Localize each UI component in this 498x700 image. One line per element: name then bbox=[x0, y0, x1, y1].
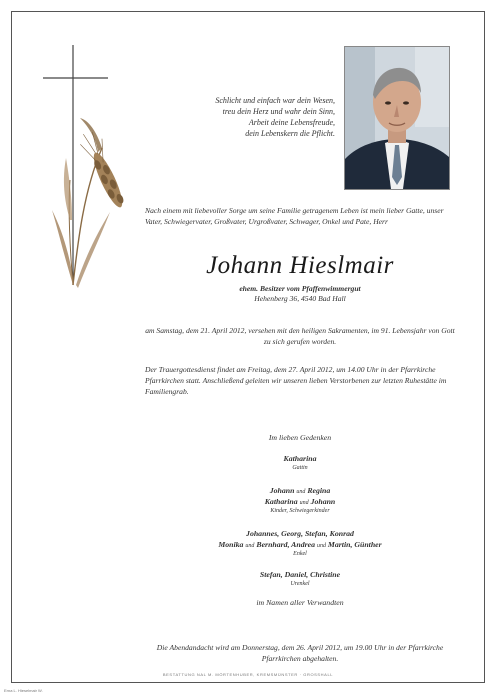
conjunction: und bbox=[245, 543, 255, 549]
grandchild-name: Martin, Günther bbox=[327, 540, 382, 549]
deceased-name: Johann Hieslmair bbox=[206, 252, 394, 279]
all-relatives-line: im Namen aller Verwandten bbox=[256, 598, 344, 607]
poem-line: Arbeit deine Lebensfreude, bbox=[248, 118, 335, 127]
conjunction: und bbox=[299, 500, 309, 506]
grandchild-name: Bernhard, Andrea bbox=[256, 540, 316, 549]
grandchild-name: Monika bbox=[218, 540, 244, 549]
portrait-photo bbox=[344, 46, 450, 190]
poem-line: dein Lebenskern die Pflicht. bbox=[245, 129, 335, 138]
child-name: Regina bbox=[307, 486, 331, 495]
death-notice: am Samstag, dem 21. April 2012, versehen mit den heiligen Sakramenten, im 91. Lebensjahr von Gott zu sich gerufen worden. bbox=[145, 326, 455, 346]
great-grandchildren-line: Stefan, Daniel, Christine bbox=[259, 570, 341, 579]
child-name: Johann bbox=[269, 486, 295, 495]
evening-prayer: Die Abendandacht wird am Donnerstag, dem 26. April 2012, um 19.00 Uhr in der Pfarrkirche Pfarrkirchen abgehalten. bbox=[156, 643, 444, 663]
occupation-line: ehem. Besitzer vom Pfaffenwimmergut bbox=[239, 284, 361, 293]
cross-wheat-illustration bbox=[40, 40, 140, 300]
funeral-home-footer: BESTATTUNG NAL M. MÖRTENHUBER, KREMSMÜNSTER · GROSSHALL bbox=[162, 672, 334, 677]
poem-line: treu dein Herz und wahr dein Sinn, bbox=[222, 107, 335, 116]
funeral-info: Der Trauergottesdienst findet am Freitag, dem 27. April 2012, um 14.00 Uhr in der Pfarrkirche Pfarrkirchen statt. Anschließend geleiten wir unseren lieben Verstorbenen zur letzten Ruhestätte im Familiengrab. bbox=[145, 365, 447, 396]
great-grandchildren-role: Urenkel bbox=[290, 581, 310, 587]
address-line: Hehenberg 36, 4540 Bad Hall bbox=[254, 294, 346, 303]
children-role: Kinder, Schwiegerkinder bbox=[270, 508, 330, 514]
poem-line: Schlicht und einfach war dein Wesen, bbox=[215, 96, 335, 105]
intro-text: Nach einem mit liebevoller Sorge um seine Familie getragenem Leben ist mein lieber Gatte, unser Vater, Schwiegervater, Großvater, Urgroßvater, Schwager, Onkel und Pate, Herr bbox=[145, 206, 444, 226]
children-line-2 bbox=[145, 497, 455, 506]
memory-heading: Im lieben Gedenken bbox=[268, 433, 332, 442]
grandchildren-line-1: Johannes, Georg, Stefan, Konrad bbox=[246, 529, 354, 538]
grandchildren-line-2 bbox=[145, 540, 455, 549]
child-name: Johann bbox=[310, 497, 336, 506]
poem-verse bbox=[160, 95, 335, 139]
children-line-1 bbox=[145, 486, 455, 495]
conjunction: und bbox=[316, 543, 326, 549]
wife-name: Katharina bbox=[283, 454, 317, 463]
conjunction: und bbox=[296, 489, 306, 495]
wife-role: Gattin bbox=[292, 465, 308, 471]
grandchildren-role: Enkel bbox=[293, 551, 307, 557]
corner-label: Erna L. Hieselmair W. bbox=[4, 688, 43, 693]
child-name: Katharina bbox=[264, 497, 298, 506]
